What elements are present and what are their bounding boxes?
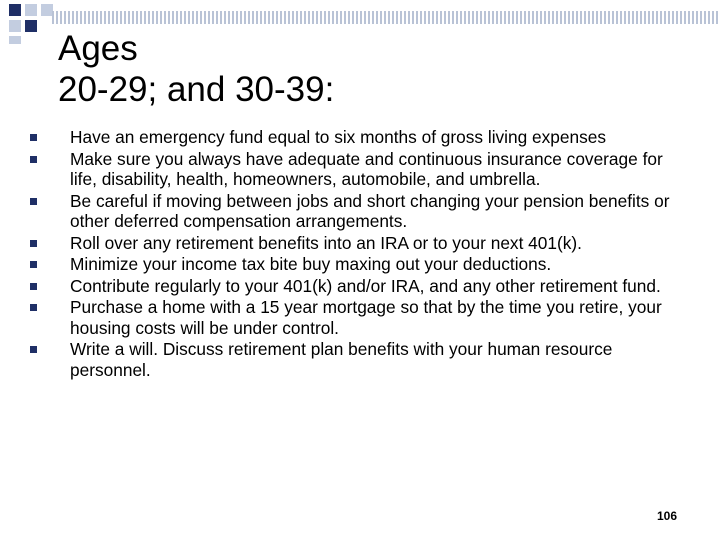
square-bullet-icon: [30, 240, 37, 247]
slide-title: [58, 28, 334, 110]
bullet-item: [28, 191, 688, 232]
bullet-text: Make sure you always have adequate and continuous insurance coverage for life, disability, health, homeowners, automobile, and umbrella.: [70, 148, 663, 189]
bullet-text: Purchase a home with a 15 year mortgage so that by the time you retire, your housing costs will be under control.: [70, 297, 662, 338]
bullet-text: Be careful if moving between jobs and short changing your pension benefits or other deferred compensation arrangements.: [70, 190, 670, 231]
bullet-text: Roll over any retirement benefits into an IRA or to your next 401(k).: [70, 232, 582, 253]
bullet-text: Have an emergency fund equal to six months of gross living expenses: [70, 127, 607, 147]
square-bullet-icon: [30, 283, 37, 290]
slide-title-line-2: 20-29; and 30-39:: [58, 70, 335, 109]
bullet-text: Write a will. Discuss retirement plan benefits with your human resource personnel.: [70, 339, 613, 380]
bullet-item: [28, 297, 688, 338]
bullet-text: Minimize your income tax bite buy maxing out your deductions.: [70, 254, 552, 274]
page-number: 106: [656, 509, 677, 523]
slide-title-line-1: Ages: [58, 29, 138, 68]
bullet-item: [28, 339, 688, 380]
bullet-item: [28, 127, 688, 148]
square-bullet-icon: [30, 304, 37, 311]
square-bullet-icon: [30, 346, 37, 353]
bullet-text: Contribute regularly to your 401(k) and/or IRA, and any other retirement fund.: [70, 275, 661, 296]
header-stripe: [52, 11, 720, 24]
square-bullet-icon: [30, 261, 37, 268]
bullet-item: [28, 233, 688, 254]
square-bullet-icon: [30, 156, 37, 163]
bullet-item: [28, 276, 688, 297]
corner-decoration: [0, 0, 60, 44]
square-bullet-icon: [30, 198, 37, 205]
bullet-item: [28, 149, 688, 190]
square-bullet-icon: [30, 134, 37, 141]
bullet-list: [28, 127, 688, 381]
bullet-item: [28, 254, 688, 275]
